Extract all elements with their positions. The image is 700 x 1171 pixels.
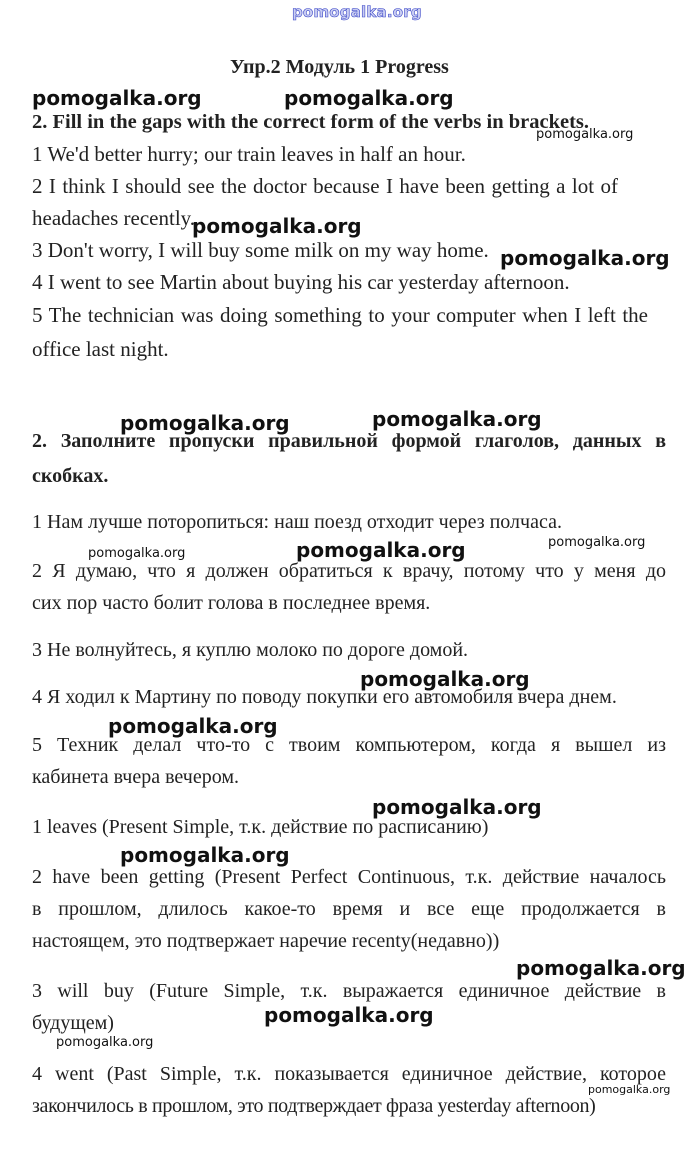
answer-2b: в прошлом, длилось какое-то время и все еще продолжается в	[32, 898, 666, 920]
watermark: pomogalka.org	[372, 407, 542, 431]
russian-instruction-line2: скобках.	[32, 465, 109, 487]
answer-2a: 2 have been getting (Present Perfect Continuous, т.к. действие началось	[32, 866, 666, 888]
watermark: pomogalka.org	[296, 538, 466, 562]
watermark: pomogalka.org	[360, 667, 530, 691]
english-item-2a: 2 I think I should see the doctor because I have been getting a lot of	[32, 174, 618, 198]
answer-4b: закончилось в прошлом, это подтверждает фраза yesterday afternoon)	[32, 1095, 596, 1117]
english-instruction: 2. Fill in the gaps with the correct form of the verbs in brackets.	[32, 111, 590, 133]
english-item-4: 4 I went to see Martin about buying his car yesterday afternoon.	[32, 270, 570, 294]
watermark: pomogalka.org	[536, 127, 634, 142]
answer-1: 1 leaves (Present Simple, т.к. действие по расписанию)	[32, 816, 489, 838]
russian-item-5b: кабинета вчера вечером.	[32, 766, 240, 788]
watermark: pomogalka.org	[32, 86, 202, 110]
site-link[interactable]: pomogalka.org	[292, 3, 422, 21]
watermark: pomogalka.org	[88, 546, 186, 561]
russian-instruction-line1: 2. Заполните пропуски правильной формой глаголов, данных в	[32, 430, 666, 452]
watermark: pomogalka.org	[108, 714, 278, 738]
russian-item-2b: сих пор часто болит голова в последнее время.	[32, 592, 431, 614]
page-title: Упр.2 Модуль 1 Progress	[230, 56, 449, 78]
russian-item-4: 4 Я ходил к Мартину по поводу покупки его автомобиля вчера днем.	[32, 686, 617, 708]
watermark: pomogalka.org	[120, 411, 290, 435]
watermark: pomogalka.org	[284, 86, 454, 110]
english-item-1: 1 We'd better hurry; our train leaves in half an hour.	[32, 142, 466, 166]
russian-item-3: 3 Не волнуйтесь, я куплю молоко по дороге домой.	[32, 639, 469, 661]
watermark: pomogalka.org	[500, 246, 670, 270]
answer-4a: 4 went (Past Simple, т.к. показывается единичное действие, которое	[32, 1063, 666, 1085]
english-item-5a: 5 The technician was doing something to your computer when I left the	[32, 303, 648, 327]
answer-3b: будущем)	[32, 1012, 114, 1034]
watermark: pomogalka.org	[516, 956, 686, 980]
english-item-5b: office last night.	[32, 337, 169, 361]
watermark: pomogalka.org	[548, 535, 646, 550]
watermark: pomogalka.org	[120, 843, 290, 867]
russian-item-2a: 2 Я думаю, что я должен обратиться к врачу, потому что у меня до	[32, 560, 666, 582]
answer-2c: настоящем, это подтвержает наречие recenty(недавно))	[32, 930, 500, 952]
russian-item-1: 1 Нам лучше поторопиться: наш поезд отходит через полчаса.	[32, 511, 562, 533]
answer-3a: 3 will buy (Future Simple, т.к. выражается единичное действие в	[32, 980, 666, 1002]
russian-item-5a: 5 Техник делал что-то с твоим компьютером, когда я вышел из	[32, 734, 666, 756]
english-item-2b: headaches recently.	[32, 206, 196, 230]
english-item-3: 3 Don't worry, I will buy some milk on my way home.	[32, 238, 489, 262]
watermark: pomogalka.org	[192, 214, 362, 238]
watermark: pomogalka.org	[264, 1003, 434, 1027]
watermark: pomogalka.org	[588, 1083, 671, 1096]
watermark: pomogalka.org	[372, 795, 542, 819]
watermark: pomogalka.org	[56, 1035, 154, 1050]
